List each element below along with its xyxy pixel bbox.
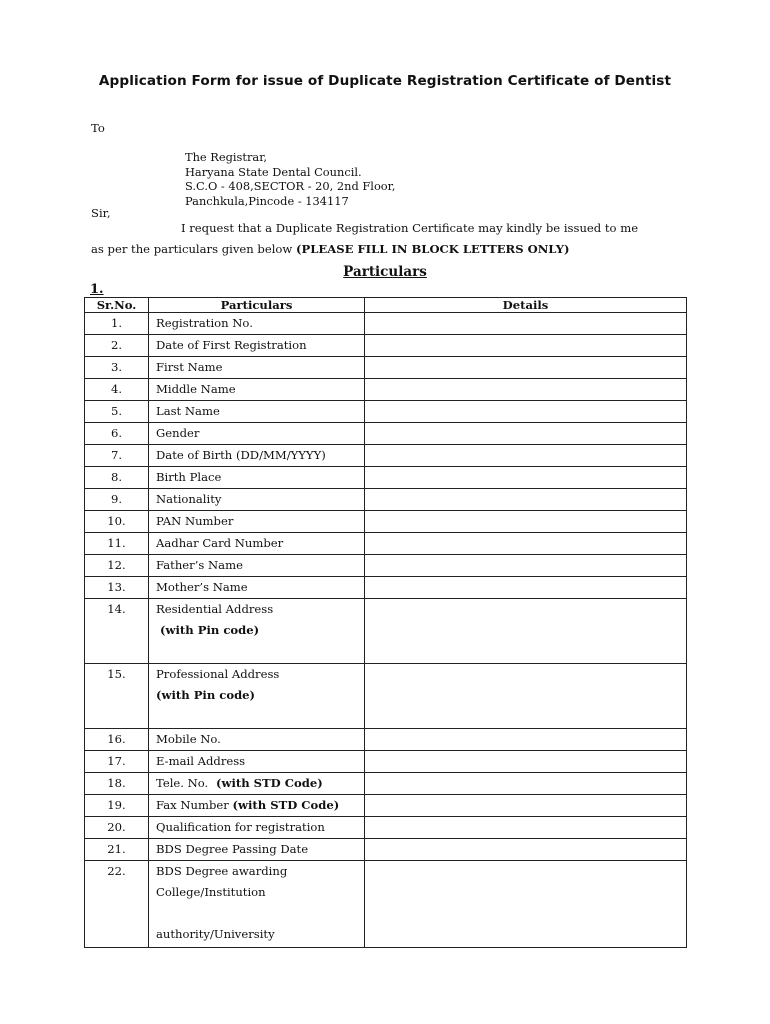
table-header-row [85,298,687,313]
row-label [156,335,364,356]
section-number: 1. [90,282,104,297]
row-label [156,729,364,750]
particulars-table [84,297,687,948]
row-label-text: Professional Address [156,667,280,681]
row-label-text: Mobile No. [156,732,221,746]
table-row [85,555,687,577]
row-label-text: Tele. No. [156,776,212,790]
row-label-text: BDS Degree awarding [156,864,288,878]
row-details-field[interactable] [365,335,687,357]
row-number [85,599,149,664]
table-row [85,795,687,817]
row-details-field[interactable] [365,357,687,379]
row-label-text: Qualification for registration [156,820,325,834]
table-row [85,664,687,729]
row-details-field[interactable] [365,445,687,467]
table-row [85,445,687,467]
row-number-text: 7. [110,448,123,462]
row-label-gap [156,903,364,924]
table-row [85,817,687,839]
row-particular [149,751,365,773]
row-details-field[interactable] [365,511,687,533]
row-label [156,379,364,400]
header-particulars: Particulars [149,298,365,313]
table-row [85,511,687,533]
row-number-text: 15. [107,667,126,681]
row-number [85,467,149,489]
row-label [156,751,364,772]
table-row [85,861,687,948]
row-particular [149,467,365,489]
request-line-1: I request that a Duplicate Registration Certificate may kindly be issued to me [181,221,639,235]
row-number [85,357,149,379]
table-row [85,489,687,511]
row-particular [149,379,365,401]
row-particular [149,313,365,335]
table-row [85,751,687,773]
table-row [85,729,687,751]
address-line: Panchkula,Pincode - 134117 [185,193,349,208]
table-row [85,467,687,489]
row-number [85,533,149,555]
row-label [156,533,364,554]
address-line: The Registrar, [185,150,268,164]
table-row [85,423,687,445]
row-number-text: 14. [107,602,126,616]
row-number [85,861,149,948]
row-particular [149,795,365,817]
row-number-text: 5. [110,404,123,418]
row-number-text: 13. [107,580,126,594]
salutation: Sir, [91,206,111,220]
row-number-text: 10. [107,514,126,528]
table-row [85,401,687,423]
row-sublabel: (with Pin code) [156,623,260,637]
row-label-text: Date of First Registration [156,338,307,352]
row-number [85,511,149,533]
row-label-text: Birth Place [156,470,222,484]
row-label-text: Last Name [156,404,220,418]
row-details-field[interactable] [365,401,687,423]
row-particular [149,577,365,599]
row-details-field[interactable] [365,599,687,664]
row-label-line: authority/University [156,927,275,941]
row-number [85,577,149,599]
row-label [156,445,364,466]
table-row [85,599,687,664]
row-particular [149,511,365,533]
row-particular [149,401,365,423]
row-label-text: Mother’s Name [156,580,248,594]
row-label-text: Date of Birth (DD/MM/YYYY) [156,448,326,462]
row-details-field[interactable] [365,664,687,729]
row-number [85,795,149,817]
row-particular [149,861,365,948]
table-row [85,533,687,555]
row-particular [149,357,365,379]
row-label [156,795,364,816]
table-row [85,773,687,795]
address-line: Haryana State Dental Council. [185,164,362,179]
row-particular [149,817,365,839]
row-number-text: 20. [107,820,126,834]
request-line-2 [91,242,569,257]
row-label-text: BDS Degree Passing Date [156,842,309,856]
row-number-text: 3. [110,360,123,374]
table-row [85,379,687,401]
row-particular [149,335,365,357]
row-number [85,489,149,511]
table-row [85,577,687,599]
row-label [156,555,364,576]
row-number-text: 8. [110,470,123,484]
row-number [85,423,149,445]
row-number-text: 11. [107,536,126,550]
row-number-text: 2. [110,338,123,352]
row-particular [149,839,365,861]
row-number-text: 16. [107,732,126,746]
row-label-text: Gender [156,426,200,440]
row-label-bold: (with STD Code) [211,776,323,790]
row-details-field[interactable] [365,751,687,773]
row-details-field[interactable] [365,533,687,555]
row-details-field[interactable] [365,817,687,839]
row-number [85,664,149,729]
row-number-text: 22. [107,864,126,878]
row-particular [149,423,365,445]
row-label [156,773,364,794]
row-label-text: PAN Number [156,514,234,528]
row-label-text: Father’s Name [156,558,243,572]
row-label [156,511,364,532]
row-number [85,817,149,839]
section-heading: Particulars [343,264,427,280]
row-label [156,861,364,882]
row-particular [149,729,365,751]
row-details-field[interactable] [365,773,687,795]
row-number [85,401,149,423]
row-label [156,489,364,510]
table-row [85,335,687,357]
row-number [85,445,149,467]
row-number [85,313,149,335]
to-label: To [91,121,105,135]
row-label [156,817,364,838]
row-label-text: Nationality [156,492,222,506]
row-details-field[interactable] [365,555,687,577]
row-details-field[interactable] [365,795,687,817]
request-text: as per the particulars given below [91,242,293,256]
row-particular [149,445,365,467]
table-row [85,357,687,379]
row-number-text: 21. [107,842,126,856]
row-details-field[interactable] [365,861,687,948]
row-details-field[interactable] [365,467,687,489]
row-label-text: Fax Number [156,798,233,812]
row-label [156,577,364,598]
row-label [156,839,364,860]
row-sublabel: (with Pin code) [156,688,256,702]
row-number-text: 9. [110,492,123,506]
row-number [85,839,149,861]
row-label-text: First Name [156,360,223,374]
request-instruction: (PLEASE FILL IN BLOCK LETTERS ONLY) [296,242,570,256]
form-title: Application Form for issue of Duplicate Registration Certificate of Dentist [98,73,672,89]
row-number [85,773,149,795]
row-particular [149,533,365,555]
row-label-text: Middle Name [156,382,236,396]
row-particular [149,555,365,577]
row-details-field[interactable] [365,489,687,511]
row-label-text: Aadhar Card Number [156,536,284,550]
registrar-address [185,150,395,208]
row-label [156,401,364,422]
row-details-field[interactable] [365,423,687,445]
row-number [85,379,149,401]
row-label [156,423,364,444]
header-srno: Sr.No. [85,298,149,313]
row-details-field[interactable] [365,839,687,861]
row-details-field[interactable] [365,577,687,599]
row-number [85,751,149,773]
row-label-text: Residential Address [156,602,274,616]
row-number-text: 17. [107,754,126,768]
row-label [156,357,364,378]
row-label-line: College/Institution [156,885,266,899]
row-label [156,467,364,488]
row-particular [149,489,365,511]
row-number-text: 6. [110,426,123,440]
row-number-text: 19. [107,798,126,812]
header-details: Details [365,298,687,313]
row-number-text: 4. [110,382,123,396]
row-particular [149,664,365,729]
row-number-text: 18. [107,776,126,790]
table-row [85,313,687,335]
row-label [156,313,364,334]
row-number-text: 12. [107,558,126,572]
row-details-field[interactable] [365,313,687,335]
table-row [85,839,687,861]
row-number-text: 1. [110,316,123,330]
address-line: S.C.O - 408,SECTOR - 20, 2nd Floor, [185,179,396,194]
row-number [85,335,149,357]
row-particular [149,773,365,795]
row-label [156,664,364,685]
row-label [156,599,364,620]
row-label-bold: (with STD Code) [232,798,340,812]
row-details-field[interactable] [365,729,687,751]
row-label-text: Registration No. [156,316,253,330]
row-number [85,555,149,577]
row-number [85,729,149,751]
row-particular [149,599,365,664]
row-label-text: E-mail Address [156,754,246,768]
row-details-field[interactable] [365,379,687,401]
